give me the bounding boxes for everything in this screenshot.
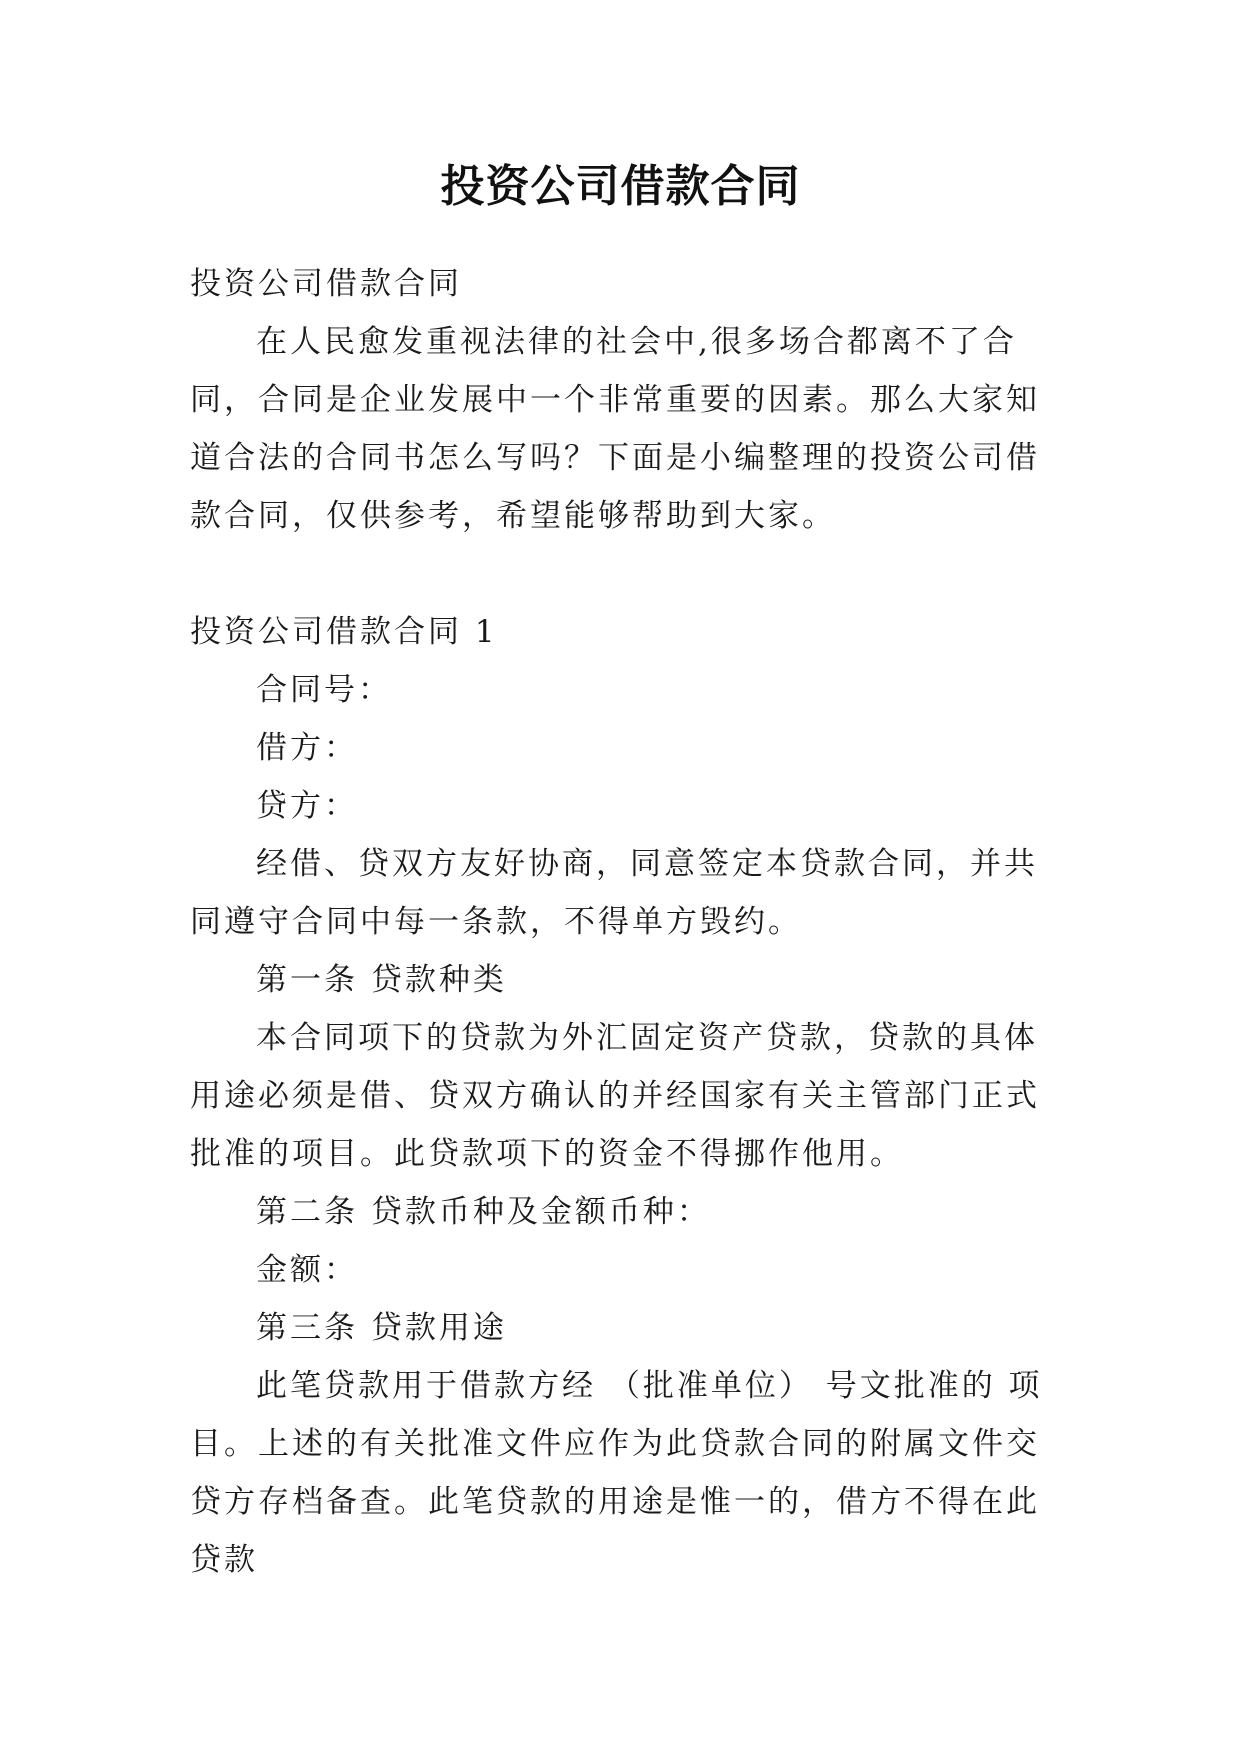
intro-heading: 投资公司借款合同 (190, 266, 462, 302)
document-body (190, 255, 1070, 1589)
amount-label: 金额： (256, 1252, 358, 1288)
document-title: 投资公司借款合同 (440, 161, 801, 212)
contract1-heading: 投资公司借款合同 1 (190, 614, 498, 650)
intro-paragraph: 在人民愈发重视法律的社会中,很多场合都离不了合同，合同是企业发展中一个非常重要的因素。那么大家知道合法的合同书怎么写吗？下面是小编整理的投资公司借款合同，仅供参考，希望能够帮助到大家。 (190, 324, 1040, 534)
article3-heading: 第三条 贷款用途 (256, 1310, 507, 1346)
agreement-paragraph: 经借、贷双方友好协商，同意签定本贷款合同，并共同遵守合同中每一条款，不得单方毁约。 (190, 846, 1038, 940)
article1-heading: 第一条 贷款种类 (256, 962, 507, 998)
lender-label: 贷方： (256, 788, 358, 824)
section-spacer (190, 545, 1070, 603)
article3-text: 此笔贷款用于借款方经 （批准单位） 号文批准的 项目。上述的有关批准文件应作为此贷款合同的附属文件交贷方存档备查。此笔贷款的用途是惟一的，借方不得在此贷款 (190, 1368, 1043, 1578)
article2-heading: 第二条 贷款币种及金额币种： (256, 1194, 711, 1230)
contract-number-label: 合同号： (256, 672, 392, 708)
article1-text: 本合同项下的贷款为外汇固定资产贷款，贷款的具体用途必须是借、贷双方确认的并经国家有关主管部门正式批准的项目。此贷款项下的资金不得挪作他用。 (190, 1020, 1040, 1172)
borrower-label: 借方： (256, 730, 358, 766)
